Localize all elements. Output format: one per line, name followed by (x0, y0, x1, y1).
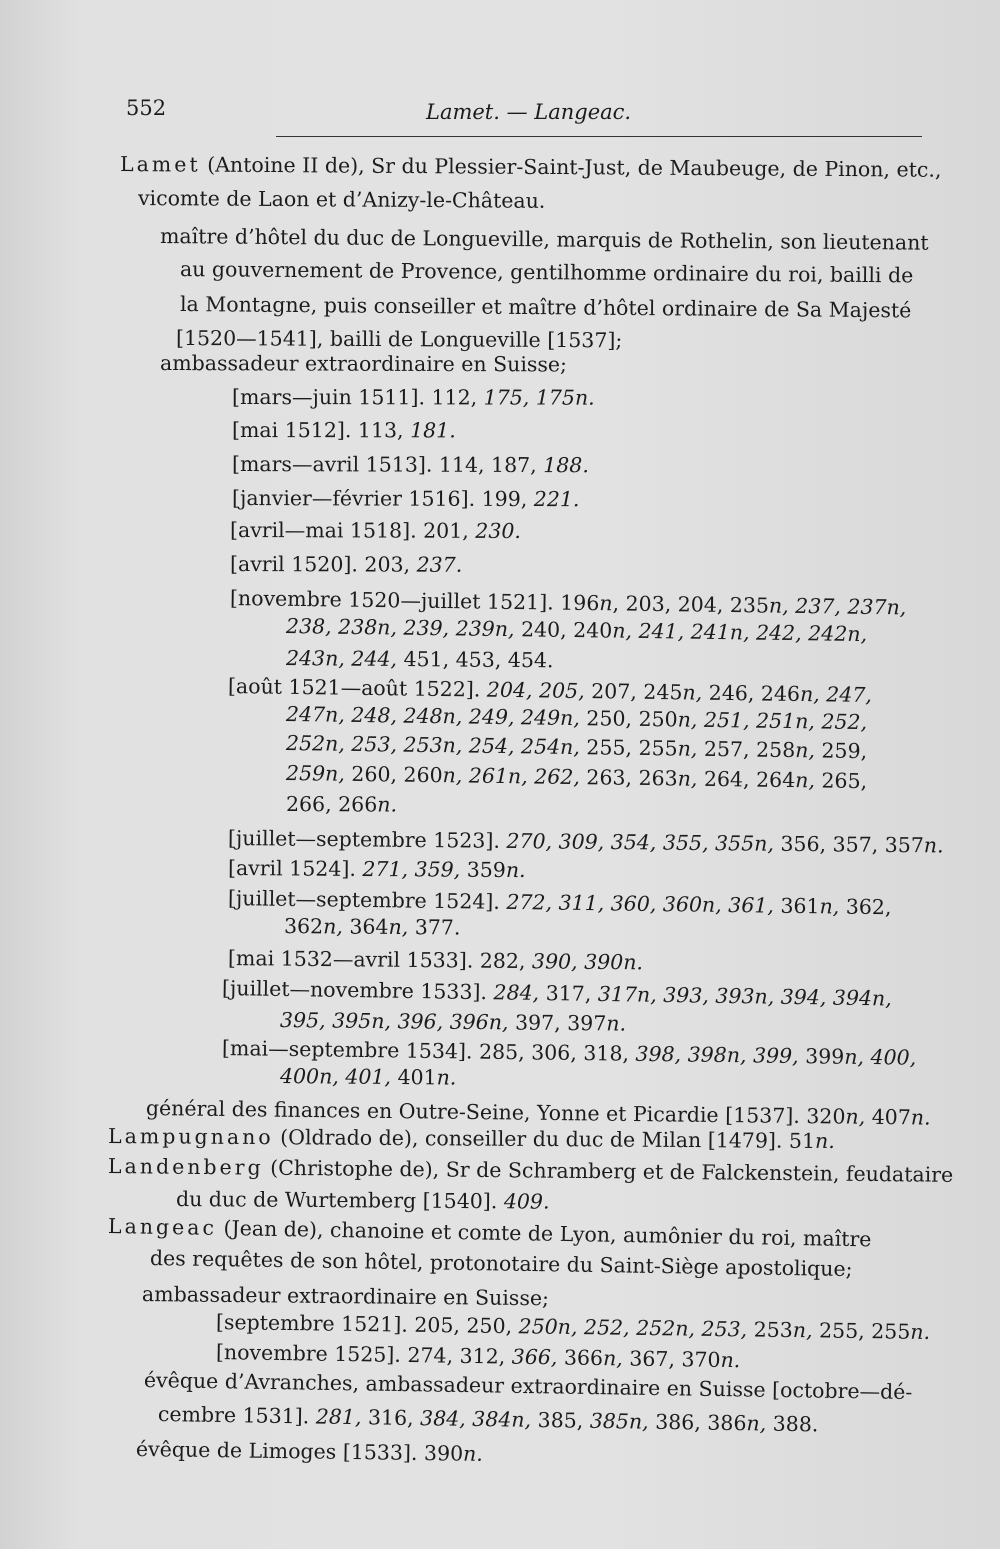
line-text: n, (819, 894, 840, 919)
line-text: [novembre 1525]. 274, 312, (215, 1340, 512, 1369)
line-text: [novembre 1520—juillet 1521]. 196 (229, 586, 600, 616)
line-text: 317, (539, 980, 599, 1006)
index-line (216, 1340, 741, 1372)
entry-name: Lampugnano (107, 1124, 274, 1150)
line-text: du duc de Wurtemberg [1540]. (175, 1187, 504, 1214)
page-number: 552 (126, 96, 167, 120)
line-text: (Antoine II de), Sr du Plessier-Saint-Just, de Maubeuge, de Pinon, etc., (200, 152, 942, 182)
index-line (158, 1402, 819, 1436)
index-line (280, 1064, 457, 1090)
line-text: 259, (814, 738, 868, 764)
line-text: 255, 255 (812, 1318, 911, 1344)
line-text: [mars—avril 1513]. 114, 187, (231, 452, 544, 478)
index-line (150, 1246, 853, 1281)
index-line (108, 1214, 872, 1251)
line-text: évêque d’Avranches, ambassadeur extraordinaire en Suisse [octobre—dé- (143, 1368, 913, 1405)
entry-name: Langeac (107, 1214, 218, 1240)
line-text: maître d’hôtel du duc de Longueville, marquis de Rothelin, son lieutenant (159, 224, 929, 255)
line-text: n. (910, 1319, 931, 1344)
line-text: 265, (814, 768, 868, 794)
index-line (160, 351, 567, 376)
line-text: la Montagne, puis conseiller et maître d’hôtel ordinaire de Sa Majesté (179, 292, 912, 323)
line-text: 252n, 253, 253n, 254, 254n, (285, 731, 581, 760)
line-text: n. (923, 833, 944, 858)
line-text: 451, 453, 454. (396, 646, 554, 673)
line-text: 367, 370 (622, 1346, 721, 1372)
line-text: [mai 1512]. 113, (231, 418, 411, 443)
line-text: n, (602, 1346, 623, 1371)
line-text: 237. (416, 552, 463, 577)
line-text: général des finances en Outre-Seine, Yonne et Picardie [1537]. 320 (145, 1096, 846, 1129)
line-text: 400n, 401, (279, 1064, 392, 1089)
line-text: 385, (530, 1407, 591, 1433)
index-line (136, 1437, 483, 1466)
line-text: (Oldrado de), conseiller du duc de Milan [1479]. 51 (273, 1125, 816, 1153)
line-text: 401 (390, 1064, 437, 1090)
index-line (120, 152, 942, 182)
index-line (138, 186, 546, 213)
line-text: n. (462, 1441, 484, 1466)
index-line (228, 826, 944, 857)
line-text: [août 1521—août 1522]. (227, 674, 488, 702)
line-text: 399 (798, 1044, 845, 1069)
line-text: 230. (475, 518, 522, 544)
index-line (228, 946, 643, 974)
line-text: [mai 1532—avril 1533]. 282, (227, 946, 533, 974)
line-text: 246, 246 (702, 680, 801, 706)
line-text: 364 (342, 914, 389, 939)
index-line (176, 1187, 550, 1214)
line-text: n. (910, 1105, 931, 1130)
line-text: 188. (543, 453, 589, 478)
line-text: 257, 258 (697, 736, 796, 763)
line-text: n. (720, 1347, 741, 1373)
line-text: 263, 263 (579, 765, 678, 791)
line-text: 253 (747, 1317, 794, 1343)
line-text: n, (746, 1411, 767, 1436)
index-line (286, 792, 397, 817)
line-text: n, (682, 680, 703, 705)
index-line (216, 1310, 930, 1344)
line-text: 272, 311, 360, 360n, 361, (506, 889, 775, 918)
header-rule (276, 136, 922, 137)
line-text: [1520—1541], bailli de Longueville [1537]; (175, 326, 623, 353)
line-text: 386, 386 (648, 1409, 747, 1436)
index-line (280, 1008, 626, 1036)
line-text: [avril 1520]. 203, (229, 552, 417, 577)
line-text: 409. (503, 1189, 550, 1214)
index-line (232, 418, 456, 442)
line-text: , 203, 204, 235 (612, 591, 770, 618)
line-text: 247n, 248, 248n, 249, 249n, (285, 702, 581, 731)
line-text: 221. (533, 487, 580, 512)
line-text: évêque de Limoges [1533]. 390 (135, 1437, 464, 1466)
index-line (180, 292, 911, 322)
line-text: 317n, 393, 393n, 394, 394n, (597, 981, 892, 1011)
running-title: Lamet. — Langeac. (426, 100, 632, 124)
line-text: [septembre 1521]. 205, 250, (215, 1310, 519, 1339)
line-text: 281, (315, 1404, 362, 1430)
line-text: 407 (865, 1104, 912, 1130)
line-text: 395, 395n, 396, 396n, (279, 1008, 509, 1035)
index-line (180, 257, 913, 287)
line-text: n, (677, 766, 698, 791)
line-text: n, (323, 914, 343, 939)
line-text: n, (795, 738, 816, 763)
line-text: 250n, 252, 252n, 253, (518, 1314, 748, 1342)
line-text: [juillet—septembre 1523]. (227, 826, 507, 853)
line-text: n. (505, 857, 526, 883)
line-text: 259n, (285, 761, 346, 786)
line-text: 260, 260 (344, 761, 443, 788)
line-text: 398, 398n, 399, (635, 1041, 799, 1069)
line-text: n, (677, 736, 698, 761)
line-text: n, 261n, 262, (442, 763, 581, 790)
line-text: n. (436, 1065, 457, 1090)
line-text: 284, (493, 980, 540, 1005)
index-line (160, 224, 929, 255)
line-text: 266, 266 (285, 792, 378, 817)
line-text: 270, 309, 354, 355, 355n, (506, 828, 775, 856)
line-text: 388. (766, 1411, 819, 1437)
index-line (286, 731, 867, 763)
line-text: 362, (839, 894, 892, 920)
line-text: n, (792, 1318, 813, 1343)
index-line (232, 486, 580, 511)
line-text: n. (814, 1128, 835, 1154)
line-text: 175, 175n. (483, 385, 595, 410)
line-text: 385n, (589, 1408, 649, 1434)
line-text: 384, 384n, (419, 1406, 532, 1432)
index-line (176, 326, 622, 352)
line-text: [juillet—novembre 1533]. (221, 976, 494, 1005)
line-text: [avril—mai 1518]. 201, (229, 518, 476, 543)
line-text: n, 400, (844, 1044, 917, 1070)
line-text: [janvier—février 1516]. 199, (231, 486, 534, 512)
index-line (232, 385, 595, 410)
line-text: 243n, 244, (285, 646, 398, 671)
line-text: (Christophe de), Sr de Schramberg et de Falckenstein, feudataire (263, 1155, 954, 1187)
index-line (144, 1368, 913, 1404)
line-text: 359 (460, 857, 506, 882)
index-line (108, 1154, 953, 1187)
line-text: 361 (773, 893, 820, 919)
line-text: 204, 205, (486, 677, 585, 703)
line-text: 316, (361, 1405, 421, 1431)
line-text: 238, 238n, 239, 239n, (285, 614, 515, 642)
line-text: 390, 390n. (531, 949, 644, 975)
line-text: des requêtes de son hôtel, protonotaire du Saint-Siège apostolique; (149, 1246, 853, 1282)
index-line (232, 452, 589, 477)
entry-name: Landenberg (107, 1154, 264, 1180)
index-line (230, 518, 521, 543)
index-line (142, 1282, 549, 1310)
index-line (108, 1124, 835, 1153)
line-text: n, 247, (799, 681, 873, 707)
line-text: n, (388, 914, 409, 940)
line-text: [mai—septembre 1534]. 285, 306, 318, (221, 1036, 636, 1066)
index-line (286, 614, 867, 646)
line-text: 271, 359, (362, 856, 461, 882)
line-text: 250, 250 (579, 706, 678, 732)
line-text: [mars—juin 1511]. 112, (231, 385, 484, 410)
line-text: 377. (408, 915, 461, 940)
line-text: 366, (511, 1344, 558, 1370)
line-text: 397, 397 (508, 1010, 607, 1036)
line-text: [juillet—septembre 1524]. (227, 886, 507, 914)
page-header (126, 96, 922, 136)
line-text: n, (845, 1104, 866, 1129)
line-text: n, (795, 768, 816, 793)
line-text: (Jean de), chanoine et comte de Lyon, aumônier du roi, maître (216, 1215, 872, 1252)
line-text: [avril 1524]. (227, 856, 363, 881)
line-text: cembre 1531]. (157, 1402, 316, 1429)
line-text: n. (606, 1011, 627, 1036)
line-text: 240, 240 (514, 617, 613, 643)
line-text: 207, 245 (584, 678, 683, 705)
line-text: ambassadeur extraordinaire en Suisse; (141, 1282, 550, 1311)
line-text: vicomte de Laon et d’Anizy-le-Château. (137, 186, 546, 213)
line-text: 356, 357, 357 (773, 831, 925, 858)
line-text: n, 237, 237n, (768, 593, 907, 620)
line-text: n. (377, 792, 398, 817)
index-line (230, 552, 462, 577)
line-text: 181. (410, 418, 456, 443)
index-line (284, 914, 461, 940)
index-line (222, 976, 892, 1011)
entry-name: Lamet (119, 152, 201, 177)
line-text: n, 251, 251n, 252, (677, 707, 868, 735)
index-line (228, 856, 526, 882)
line-text: au gouvernement de Provence, gentilhomme ordinaire du roi, bailli de (179, 257, 914, 288)
line-text: 255, 255 (579, 735, 678, 761)
index-line (286, 702, 867, 734)
line-text: ambassadeur extraordinaire en Suisse; (159, 351, 568, 377)
index-line (286, 761, 867, 793)
line-text: n, 241, 241n, 242, 242n, (612, 618, 868, 647)
line-text: 362 (283, 914, 324, 939)
index-line (286, 646, 554, 672)
line-text: 366 (557, 1345, 604, 1371)
line-text: n (599, 591, 613, 616)
line-text: 264, 264 (697, 766, 796, 793)
